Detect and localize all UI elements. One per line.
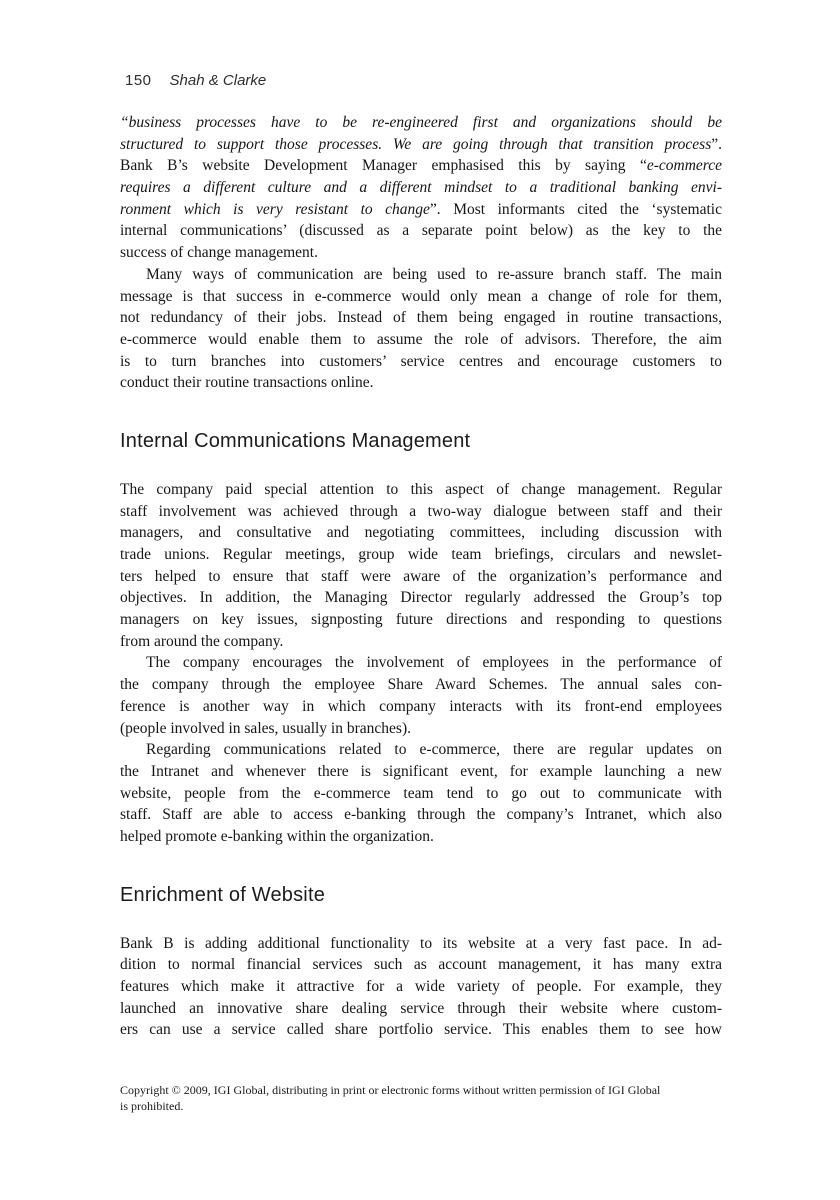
text-line: ters helped to ensure that staff were aware of the organization’s performance and (120, 567, 722, 585)
running-title: Shah & Clarke (169, 72, 267, 89)
text-line: staff involvement was achieved through a two-way dialogue between staff and their (120, 502, 722, 520)
text-line: message is that success in e-commerce would only mean a change of role for them, (120, 287, 722, 305)
text-line: trade unions. Regular meetings, group wide team briefings, circulars and newslet- (120, 546, 722, 563)
text-line: staff. Staff are able to access e-banking through the company’s Intranet, which also (120, 806, 722, 824)
text-line: dition to normal financial services such as account management, it has many extra (120, 956, 722, 974)
paragraph (120, 479, 722, 653)
text-line: objectives. In addition, the Managing Director regularly addressed the Group’s top (120, 589, 722, 607)
text-line: ference is another way in which company interacts with its front-end employees (120, 697, 722, 715)
text-line: structured to support those processes. We are going through that transition process”. (120, 135, 722, 153)
text-line: requires a different culture and a different mindset to a traditional banking envi- (120, 179, 722, 197)
paragraph (120, 652, 722, 739)
text-line: ers can use a service called share portfolio service. This enables them to see how (120, 1021, 722, 1039)
text-line: The company encourages the involvement of employees in the performance of (146, 654, 722, 672)
page-body (120, 112, 722, 1041)
text-line: “business processes have to be re-engineered first and organizations should be (120, 114, 722, 131)
text-line: conduct their routine transactions online. (120, 374, 374, 392)
paragraph (120, 264, 722, 394)
copyright-line: Copyright © 2009, IGI Global, distributing in print or electronic forms without written permission of IGI Global (120, 1083, 661, 1097)
text-line: helped promote e-banking within the organization. (120, 827, 434, 845)
text-line: the company through the employee Share Award Schemes. The annual sales con- (120, 676, 722, 694)
text-line: (people involved in sales, usually in branches). (120, 719, 411, 737)
text-line: Bank B’s website Development Manager emphasised this by saying “e-commerce (120, 157, 722, 175)
text-line: Regarding communications related to e-commerce, there are regular updates on (146, 741, 722, 759)
running-head (125, 72, 266, 89)
text-line: not redundancy of their jobs. Instead of them being engaged in routine transactions, (120, 309, 722, 327)
text-line: internal communications’ (discussed as a separate point below) as the key to the (120, 222, 722, 240)
text-line: managers on key issues, signposting future directions and responding to questions (120, 611, 722, 629)
text-line: is to turn branches into customers’ service centres and encourage customers to (120, 352, 722, 370)
section-heading: Internal Communications Management (120, 429, 471, 452)
page-number: 150 (125, 72, 152, 89)
text-line: managers, and consultative and negotiating committees, including discussion with (120, 524, 722, 542)
copyright-notice (120, 1082, 724, 1114)
section-heading: Enrichment of Website (120, 883, 326, 906)
text-line: success of change management. (120, 244, 318, 262)
paragraph (120, 933, 722, 1041)
text-line: features which make it attractive for a wide variety of people. For example, they (120, 978, 722, 995)
paragraph (120, 739, 722, 847)
text-line: ronment which is very resistant to change”. Most informants cited the ‘systematic (120, 200, 722, 218)
text-line: e-commerce would enable them to assume the role of advisors. Therefore, the aim (120, 330, 722, 348)
text-line: the Intranet and whenever there is significant event, for example launching a new (120, 762, 722, 780)
copyright-line: is prohibited. (120, 1099, 184, 1113)
paragraph (120, 112, 722, 264)
text-line: Many ways of communication are being used to re-assure branch staff. The main (146, 265, 722, 283)
text-line: from around the company. (120, 632, 284, 650)
text-line: launched an innovative share dealing service through their website where custom- (120, 999, 722, 1017)
text-line: Bank B is adding additional functionality to its website at a very fast pace. In ad- (120, 934, 722, 952)
text-line: The company paid special attention to this aspect of change management. Regular (120, 480, 722, 498)
text-line: website, people from the e-commerce team tend to go out to communicate with (120, 784, 722, 802)
